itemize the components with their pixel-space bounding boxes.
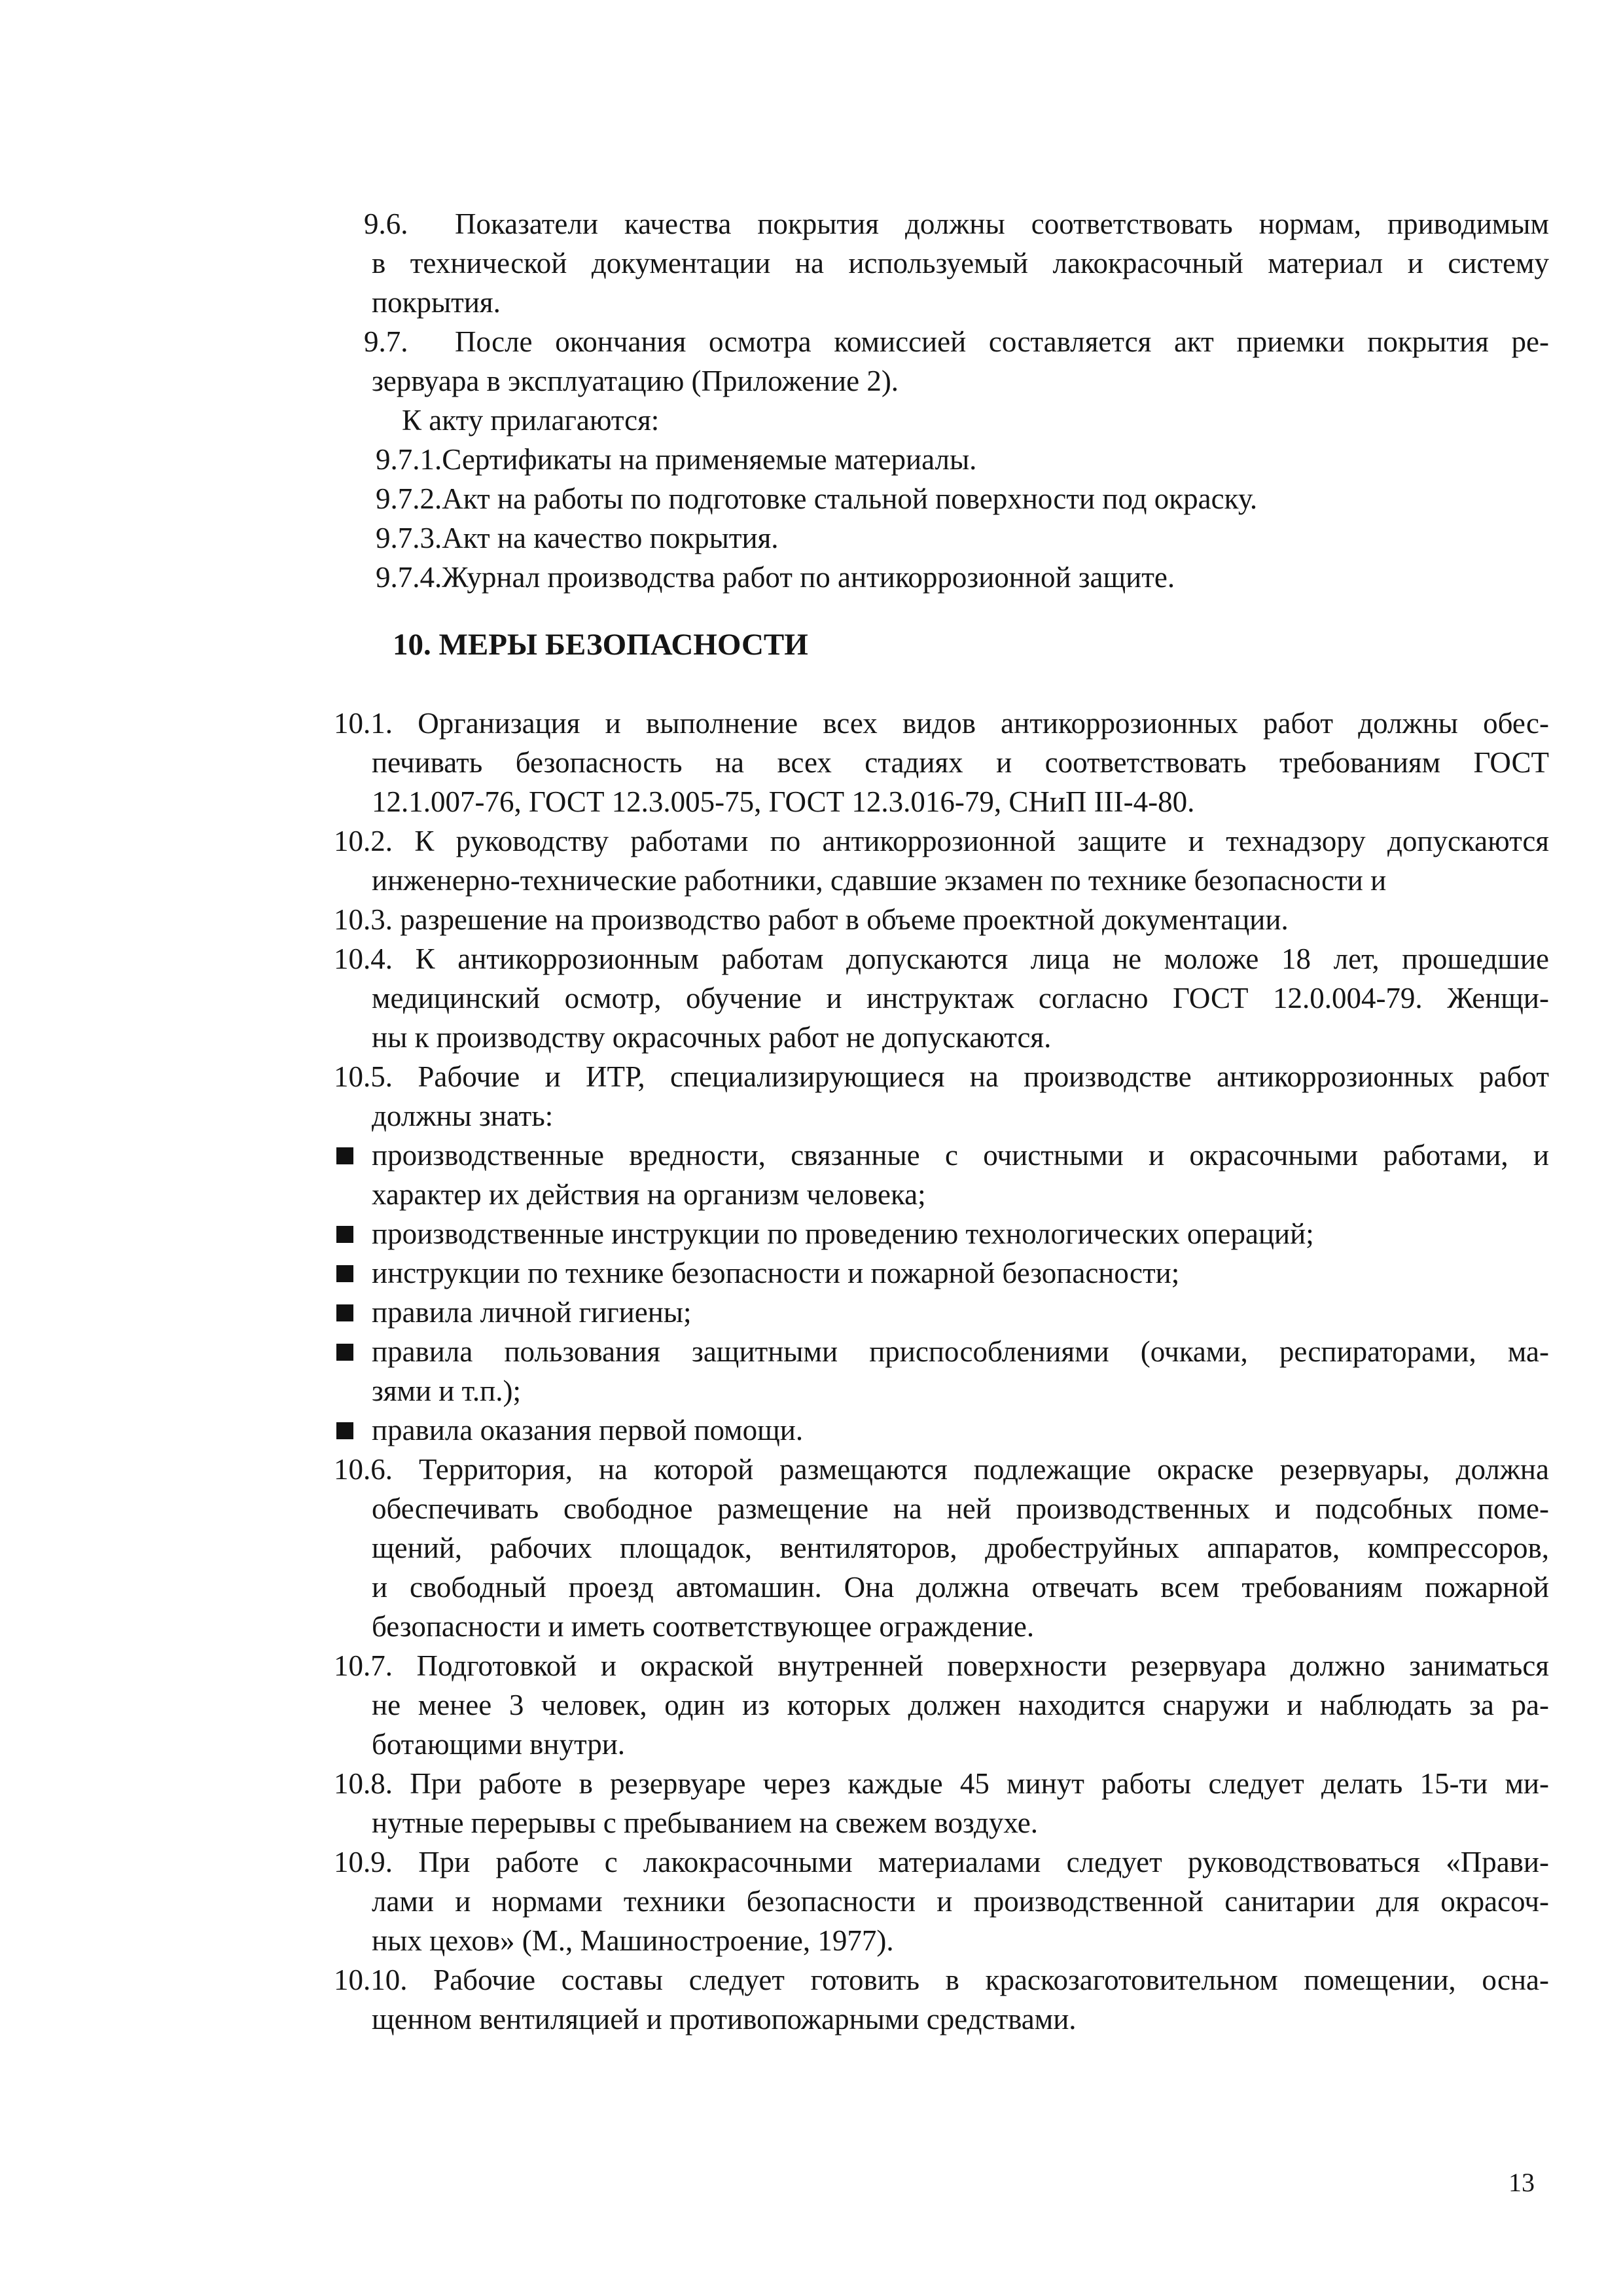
paragraph-10-9-line-3: ных цехов» (М., Машиностроение, 1977).	[372, 1924, 894, 1957]
attachment-item: 9.7.4.Журнал производства работ по антикоррозионной защите.	[376, 561, 1175, 594]
paragraph-10-7-line-2: не менее 3 человек, один из которых должен находится снаружи и наблюдать за ра-	[372, 1689, 1549, 1721]
paragraph-10-5-line-2: должны знать:	[372, 1100, 554, 1132]
bullet-marker	[336, 1344, 353, 1361]
paragraph-10-4-line-3: ны к производству окрасочных работ не допускаются.	[372, 1021, 1052, 1054]
paragraph-10-9-line-2: лами и нормами техники безопасности и производственной санитарии для окрасоч-	[372, 1885, 1549, 1918]
bullet-1-line-1: производственные вредности, связанные с очистными и окрасочными работами, и	[372, 1139, 1549, 1172]
paragraph-10-1-line-2: печивать безопасность на всех стадиях и соответствовать требованиям ГОСТ	[372, 746, 1549, 779]
bullet-5-line-2: зями и т.п.);	[372, 1374, 521, 1407]
paragraph-10-2-line-1: 10.2. К руководству работами по антикоррозионной защите и технадзору допускаются	[334, 825, 1549, 857]
paragraph-10-10-line-2: щенном вентиляцией и противопожарными средствами.	[372, 2003, 1077, 2036]
paragraph-9-7-line-1: После окончания осмотра комиссией составляется акт приемки покрытия ре-	[455, 325, 1549, 358]
paragraph-10-9-line-1: 10.9. При работе с лакокрасочными материалами следует руководствоваться «Прави-	[334, 1846, 1549, 1878]
paragraph-10-7-line-1: 10.7. Подготовкой и окраской внутренней поверхности резервуара должно заниматься	[334, 1649, 1549, 1682]
attachment-item: 9.7.1.Сертификаты на применяемые материалы.	[376, 443, 977, 476]
paragraph-9-6-line-2: в технической документации на используемый лакокрасочный материал и систему	[372, 247, 1549, 279]
paragraph-9-7-number: 9.7.	[364, 325, 408, 358]
bullet-4: правила личной гигиены;	[372, 1296, 692, 1329]
paragraph-10-6-line-3: щений, рабочих площадок, вентиляторов, дробеструйных аппаратов, компрессоров,	[372, 1532, 1549, 1564]
paragraph-9-6-line-1: Показатели качества покрытия должны соответствовать нормам, приводимым	[455, 207, 1549, 240]
bullet-1-line-2: характер их действия на организм человека;	[372, 1178, 926, 1211]
paragraph-10-3-line-1: 10.3. разрешение на производство работ в объеме проектной документации.	[334, 903, 1289, 936]
bullet-marker	[336, 1226, 353, 1243]
bullet-5-line-1: правила пользования защитными приспособлениями (очками, респираторами, ма-	[372, 1335, 1549, 1368]
paragraph-10-8-line-2: нутные перерывы с пребыванием на свежем воздухе.	[372, 1806, 1039, 1839]
paragraph-10-1-line-3: 12.1.007-76, ГОСТ 12.3.005-75, ГОСТ 12.3.016-79, СНиП III-4-80.	[372, 785, 1195, 818]
paragraph-10-7-line-3: ботающими внутри.	[372, 1728, 626, 1761]
section-10-heading: 10. МЕРЫ БЕЗОПАСНОСТИ	[393, 628, 808, 662]
paragraph-10-10-line-1: 10.10. Рабочие составы следует готовить в краскозаготовительном помещении, осна-	[334, 1964, 1549, 1996]
paragraph-10-4-line-1: 10.4. К антикоррозионным работам допускаются лица не моложе 18 лет, прошедшие	[334, 942, 1549, 975]
bullet-6: правила оказания первой помощи.	[372, 1414, 804, 1446]
paragraph-10-6-line-4: и свободный проезд автомашин. Она должна отвечать всем требованиям пожарной	[372, 1571, 1549, 1604]
paragraph-10-5-line-1: 10.5. Рабочие и ИТР, специализирующиеся на производстве антикоррозионных работ	[334, 1060, 1549, 1093]
paragraph-10-6-line-2: обеспечивать свободное размещение на ней производственных и подсобных поме-	[372, 1492, 1549, 1525]
paragraph-10-6-line-1: 10.6. Территория, на которой размещаются подлежащие окраске резервуары, должна	[334, 1453, 1549, 1486]
paragraph-10-4-line-2: медицинский осмотр, обучение и инструктаж согласно ГОСТ 12.0.004-79. Женщи-	[372, 982, 1549, 1014]
paragraph-9-6-number: 9.6.	[364, 207, 408, 240]
paragraph-10-6-line-5: безопасности и иметь соответствующее ограждение.	[372, 1610, 1035, 1643]
attachment-item: 9.7.2.Акт на работы по подготовке стальной поверхности под окраску.	[376, 482, 1258, 515]
bullet-3: инструкции по технике безопасности и пожарной безопасности;	[372, 1257, 1180, 1289]
paragraph-10-8-line-1: 10.8. При работе в резервуаре через каждые 45 минут работы следует делать 15-ти ми-	[334, 1767, 1549, 1800]
paragraph-10-2-line-2: инженерно-технические работники, сдавшие экзамен по технике безопасности и	[372, 864, 1387, 897]
paragraph-9-7-line-2: зервуара в эксплуатацию (Приложение 2).	[372, 365, 899, 397]
paragraph-9-6-line-3: покрытия.	[372, 286, 501, 319]
page-number: 13	[1508, 2168, 1535, 2197]
bullet-marker	[336, 1304, 353, 1321]
bullet-marker	[336, 1147, 353, 1164]
bullet-marker	[336, 1265, 353, 1282]
attachments-intro: К акту прилагаются:	[402, 404, 660, 437]
attachment-item: 9.7.3.Акт на качество покрытия.	[376, 522, 779, 554]
bullet-2: производственные инструкции по проведению технологических операций;	[372, 1217, 1314, 1250]
paragraph-10-1-line-1: 10.1. Организация и выполнение всех видов антикоррозионных работ должны обес-	[334, 707, 1549, 740]
bullet-marker	[336, 1422, 353, 1439]
